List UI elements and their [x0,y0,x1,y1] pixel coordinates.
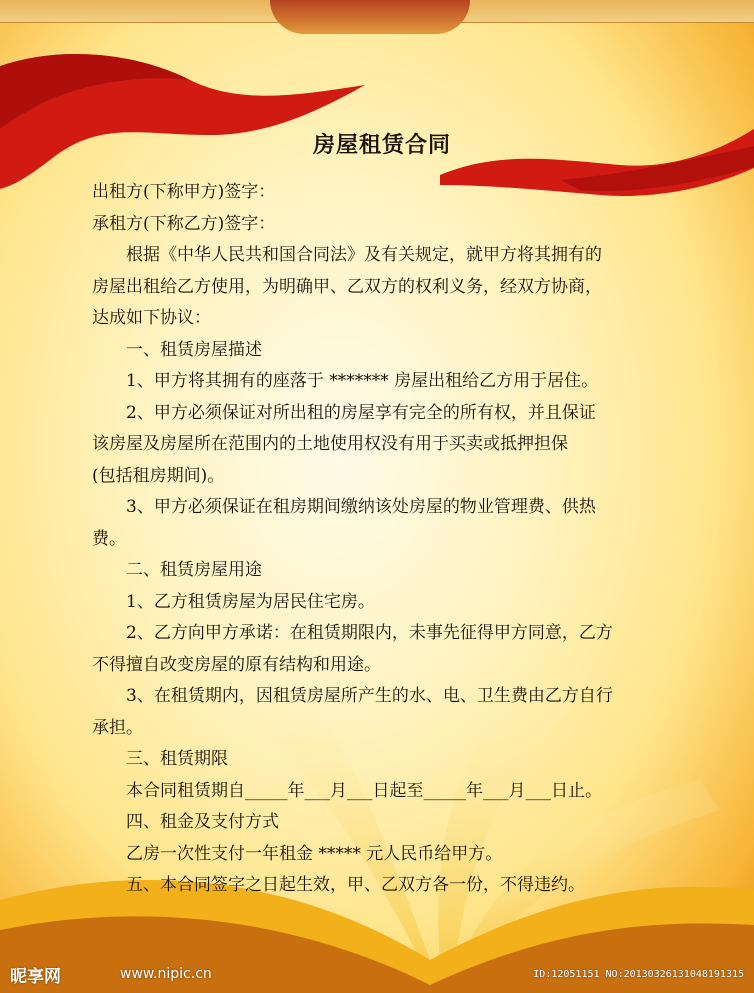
clause-text: 该房屋及房屋所在范围内的土地使用权没有用于买卖或抵押担保 [92,434,568,454]
section-heading: 三、租赁期限 [126,749,228,769]
top-ornament [270,0,470,34]
clause-text: 3、在租赁期内，因租赁房屋所产生的水、电、卫生费由乙方自行 [126,686,613,706]
party-a-signature: 出租方(下称甲方)签字： [92,182,276,202]
watermark-url: www.nipic.cn [120,966,212,982]
watermark-brand: 昵享网 [10,967,61,987]
contract-title: 房屋租赁合同 [312,133,451,158]
effective-clause: 五、本合同签字之日起生效，甲、乙双方各一份，不得违约。 [126,875,585,895]
section-heading: 四、租金及支付方式 [126,812,279,832]
clause-text: (包括租房期间)。 [92,465,225,486]
watermark-id: ID:12051151 NO:20130326131048191315 [533,969,744,980]
clause-text: 1、乙方租赁房屋为居民住宅房。 [126,591,375,612]
preamble-line: 房屋出租给乙方使用，为明确甲、乙双方的权利义务，经双方协商， [92,276,602,297]
lease-term: 本合同租赁期自_____年___月___日起至_____年___月___日止。 [126,780,602,801]
payment-terms: 乙房一次性支付一年租金 ***** 元人民币给甲方。 [126,843,503,864]
clause-text: 1、甲方将其拥有的座落于 ******* 房屋出租给乙方用于居住。 [126,371,599,391]
clause-text: 承担。 [92,717,143,738]
clause-text: 2、乙方向甲方承诺：在租赁期限内，未事先征得甲方同意，乙方 [126,623,613,643]
contract-document [92,128,672,902]
clause-text: 不得擅自改变房屋的原有结构和用途。 [92,654,381,675]
clause-text: 费。 [92,528,126,549]
section-heading: 一、租赁房屋描述 [126,339,262,360]
clause-text: 2、甲方必须保证对所出租的房屋享有完全的所有权，并且保证 [126,402,596,423]
section-heading: 二、租赁房屋用途 [126,560,262,580]
party-b-signature: 承租方(下称乙方)签字： [92,213,276,234]
clause-text: 3、甲方必须保证在租房期间缴纳该处房屋的物业管理费、供热 [126,497,596,517]
preamble-line: 达成如下协议： [92,308,211,328]
preamble-line: 根据《中华人民共和国合同法》及有关规定，就甲方将其拥有的 [126,245,602,265]
